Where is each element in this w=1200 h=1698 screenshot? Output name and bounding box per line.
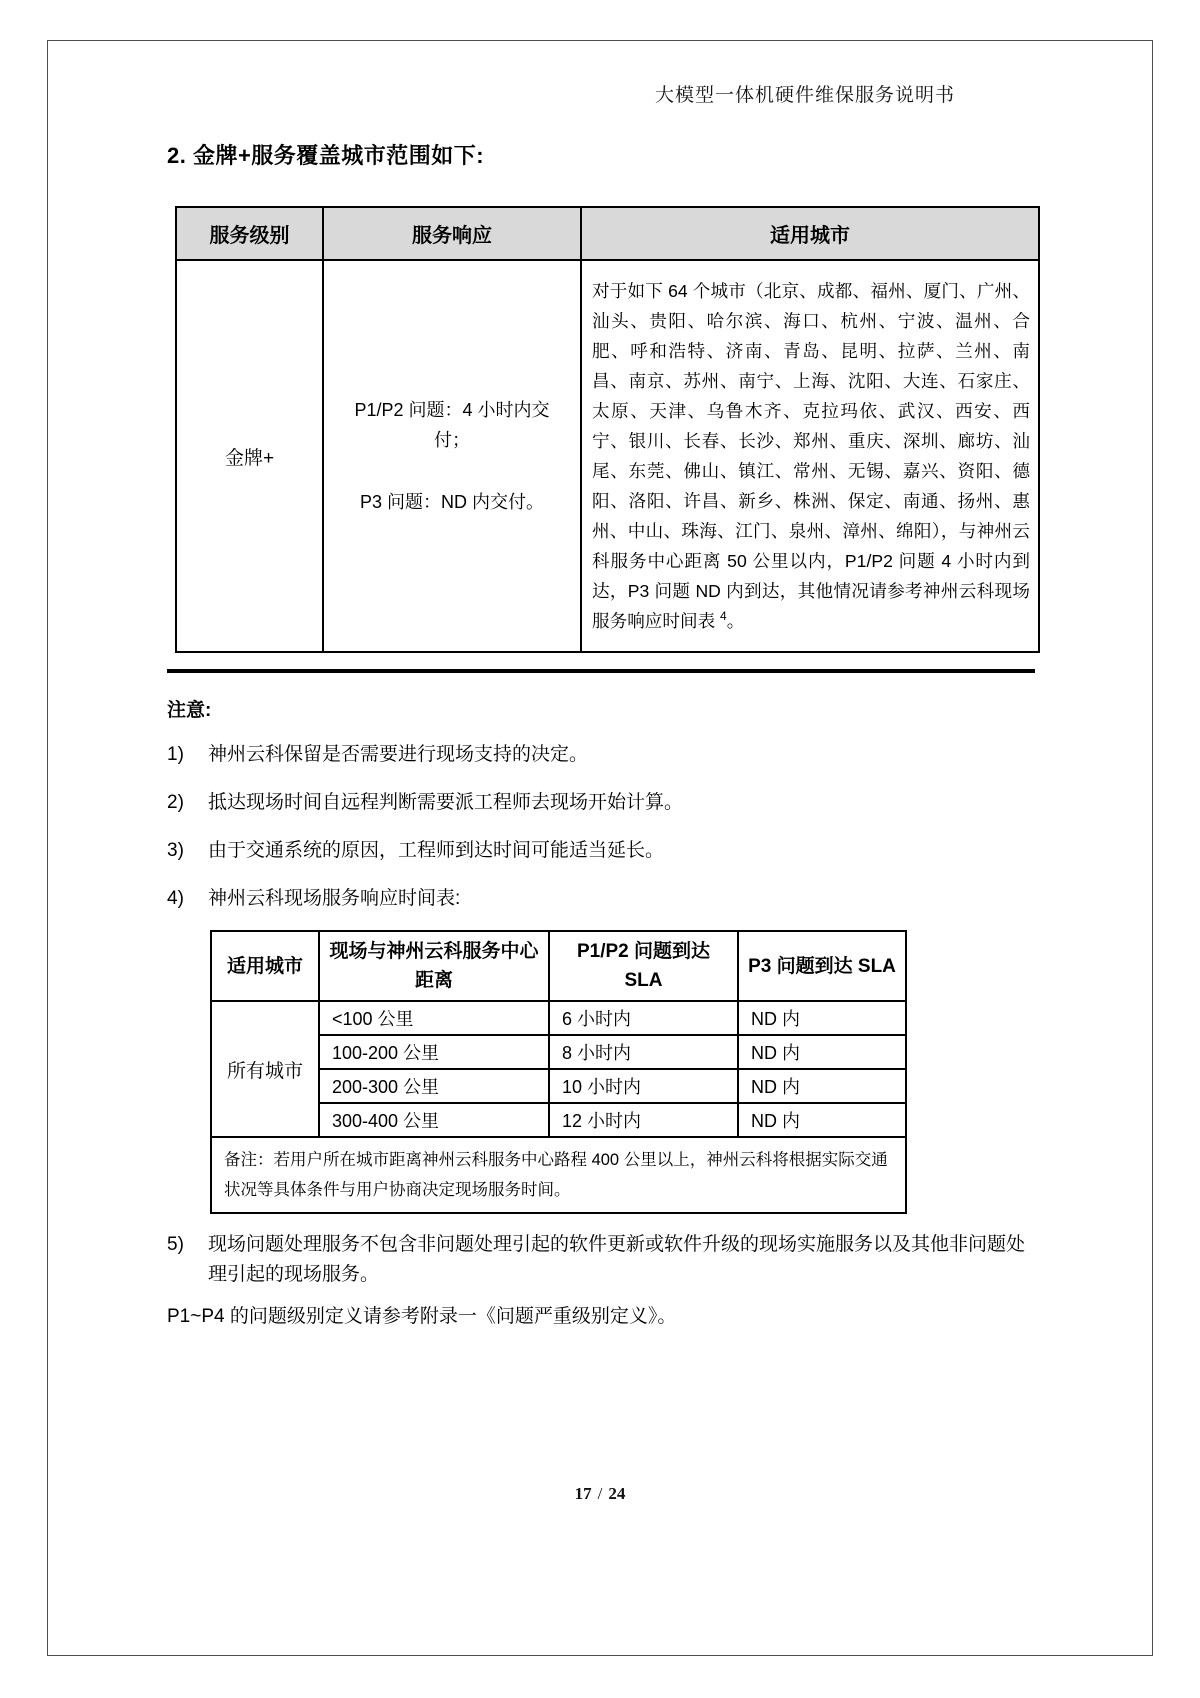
column-header-applicable-cities: 适用城市 bbox=[581, 207, 1039, 260]
service-coverage-table bbox=[175, 206, 1040, 653]
cities-text-end: 。 bbox=[726, 611, 745, 631]
note-number: 2) bbox=[167, 792, 184, 813]
section-divider-rule bbox=[167, 669, 1035, 673]
service-response-cell bbox=[323, 260, 581, 652]
remark-line: 状况等具体条件与用户协商决定现场服务时间。 bbox=[224, 1181, 571, 1199]
distance-cell: 100-200 公里 bbox=[319, 1035, 549, 1069]
response-p3-text: P3 问题：ND 内交付。 bbox=[359, 492, 545, 512]
column-header-p3-sla: P3 问题到达 SLA bbox=[738, 931, 906, 1001]
section-heading: 2. 金牌+服务覆盖城市范围如下: bbox=[167, 143, 485, 168]
column-header-applicable-city: 适用城市 bbox=[211, 931, 319, 1001]
table-row bbox=[211, 1001, 906, 1035]
note-item-5 bbox=[167, 1230, 1035, 1290]
distance-cell: 300-400 公里 bbox=[319, 1103, 549, 1137]
column-header-service-response: 服务响应 bbox=[323, 207, 581, 260]
note-item-1 bbox=[167, 740, 1035, 770]
column-header-p12-sla bbox=[549, 931, 738, 1001]
note-text: 现场问题处理服务不包含非问题处理引起的软件更新或软件升级的现场实施服务以及其他非问题处理引起的现场服务。 bbox=[208, 1234, 1026, 1285]
footer-total-pages: 24 bbox=[608, 1484, 626, 1503]
table-remark-row bbox=[211, 1137, 906, 1213]
service-level-cell: 金牌+ bbox=[176, 260, 323, 652]
closing-statement: P1~P4 的问题级别定义请参考附录一《问题严重级别定义》。 bbox=[167, 1306, 677, 1327]
p12-sla-cell: 10 小时内 bbox=[549, 1069, 738, 1103]
note-number: 1) bbox=[167, 744, 184, 765]
column-header-distance bbox=[319, 931, 549, 1001]
note-item-3 bbox=[167, 836, 1035, 866]
page-content bbox=[167, 139, 1035, 1332]
onsite-response-time-table bbox=[210, 930, 907, 1214]
distance-cell: <100 公里 bbox=[319, 1001, 549, 1035]
footnote-reference: 4 bbox=[720, 609, 727, 624]
applicable-cities-cell bbox=[581, 260, 1039, 652]
document-header-title: 大模型一体机硬件维保服务说明书 bbox=[654, 85, 955, 106]
notes-label: 注意: bbox=[167, 700, 212, 721]
note-text: 神州云科现场服务响应时间表: bbox=[208, 888, 461, 909]
remark-cell bbox=[211, 1137, 906, 1213]
note-number: 5) bbox=[167, 1234, 184, 1255]
response-p12-text: P1/P2 问题：4 小时内交付； bbox=[354, 400, 550, 450]
header-line: 现场与神州云科服务中心 bbox=[329, 941, 539, 962]
p12-sla-cell: 12 小时内 bbox=[549, 1103, 738, 1137]
note-item-4 bbox=[167, 884, 1035, 914]
remark-line: 备注：若用户所在城市距离神州云科服务中心路程 400 公里以上，神州云科将根据实际交通 bbox=[224, 1151, 888, 1169]
page-footer bbox=[0, 1484, 1200, 1504]
p3-sla-cell: ND 内 bbox=[738, 1103, 906, 1137]
cities-text: 对于如下 64 个城市（北京、成都、福州、厦门、广州、汕头、贵阳、哈尔滨、海口、杭州、宁波、温州、合肥、呼和浩特、济南、青岛、昆明、拉萨、兰州、南昌、南京、苏州、南宁、上海、沈阳、大连、石家庄、太原、天津、乌鲁木齐、克拉玛依、武汉、西安、西宁、银川、长春、长沙、郑州、重庆、深圳、廊坊、汕尾、东莞、佛山、镇江、常州、无锡、嘉兴、资阳、德阳、洛阳、许昌、新乡、株洲、保定、南通、扬州、惠州、中山、珠海、江门、泉州、漳州、绵阳），与神州云科服务中心距离 50 公里以内，P1/P2 问题 4 小时内到达，P3 问题 ND 内到达，其他情况请参考神州云科现场服务响应时间表 bbox=[592, 281, 1030, 631]
note-item-2 bbox=[167, 788, 1035, 818]
table-row bbox=[176, 260, 1039, 652]
paragraph-gap bbox=[344, 455, 560, 487]
note-text: 由于交通系统的原因，工程师到达时间可能适当延长。 bbox=[208, 840, 665, 861]
p3-sla-cell: ND 内 bbox=[738, 1001, 906, 1035]
note-text: 抵达现场时间自远程判断需要派工程师去现场开始计算。 bbox=[208, 792, 684, 813]
p12-sla-cell: 8 小时内 bbox=[549, 1035, 738, 1069]
p3-sla-cell: ND 内 bbox=[738, 1035, 906, 1069]
footer-page-number: 17 bbox=[574, 1484, 592, 1503]
header-line: SLA bbox=[624, 970, 663, 991]
footer-separator: / bbox=[597, 1484, 603, 1503]
p12-sla-cell: 6 小时内 bbox=[549, 1001, 738, 1035]
distance-cell: 200-300 公里 bbox=[319, 1069, 549, 1103]
header-line: 距离 bbox=[414, 970, 453, 991]
table-header-row bbox=[176, 207, 1039, 260]
column-header-service-level: 服务级别 bbox=[176, 207, 323, 260]
header-line: P1/P2 问题到达 bbox=[576, 941, 711, 962]
note-number: 3) bbox=[167, 840, 184, 861]
table-header-row bbox=[211, 931, 906, 1001]
p3-sla-cell: ND 内 bbox=[738, 1069, 906, 1103]
city-scope-cell: 所有城市 bbox=[211, 1001, 319, 1137]
note-number: 4) bbox=[167, 888, 184, 909]
note-text: 神州云科保留是否需要进行现场支持的决定。 bbox=[208, 744, 589, 765]
